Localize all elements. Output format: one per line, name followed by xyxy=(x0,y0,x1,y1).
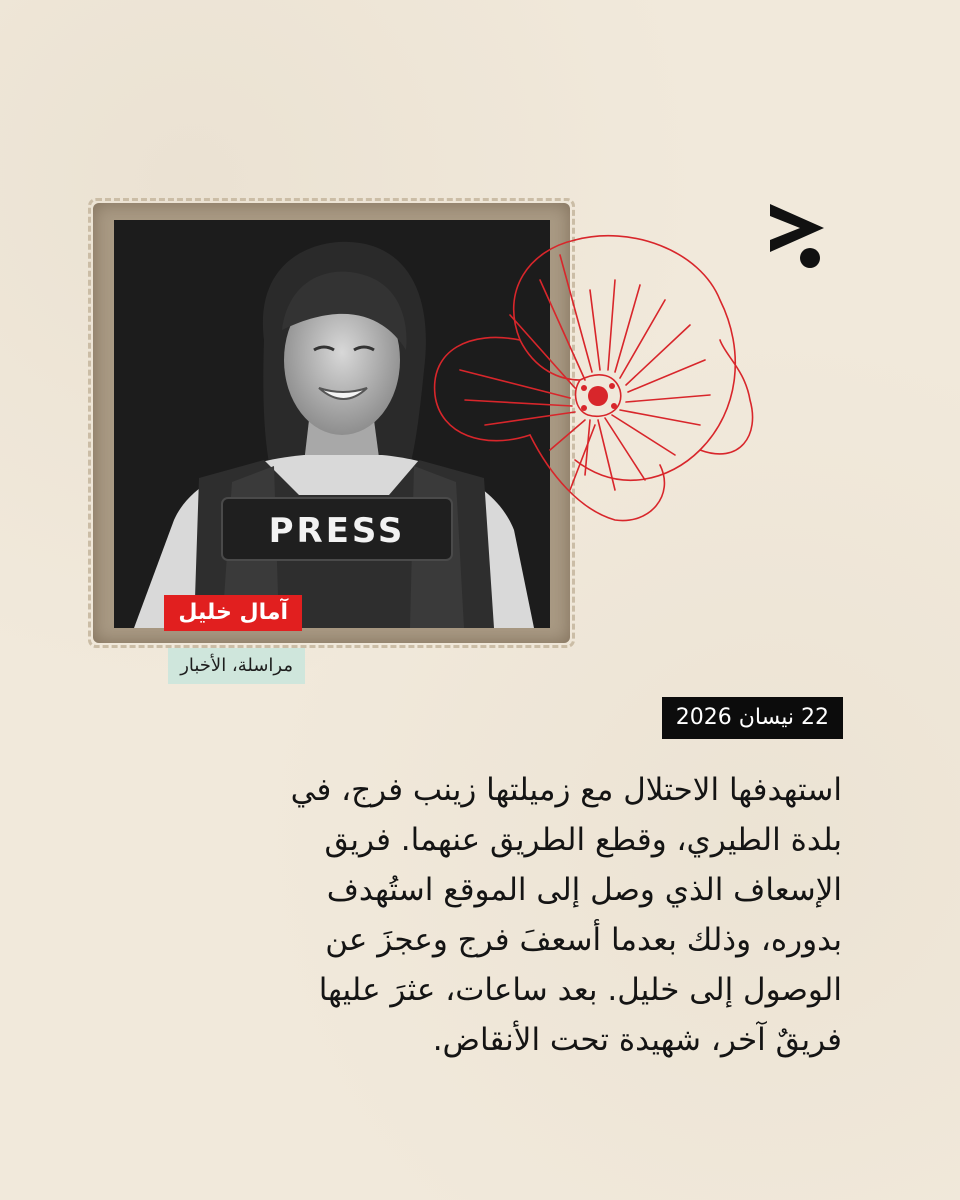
poppy-flower-icon xyxy=(400,220,780,540)
person-name: آمال خليل xyxy=(164,595,302,631)
date-badge: 22 نيسان 2026 xyxy=(662,697,843,739)
brand-logo-icon xyxy=(766,200,826,272)
person-role: مراسلة، الأخبار xyxy=(168,648,305,684)
story-text: استهدفها الاحتلال مع زميلتها زينب فرج، في بلدة الطيري، وقطع الطريق عنهما. فريق الإسعاف الذي وصل إلى الموقع استُهدف بدوره، وذلك بعدما أسعفَ فرج وعجزَ عن الوصول إلى خليل. بعد ساعات، عثرَ عليها فريقٌ آخر، شهيدة تحت الأنقاض. xyxy=(290,772,842,1058)
press-label: PRESS xyxy=(268,511,406,551)
